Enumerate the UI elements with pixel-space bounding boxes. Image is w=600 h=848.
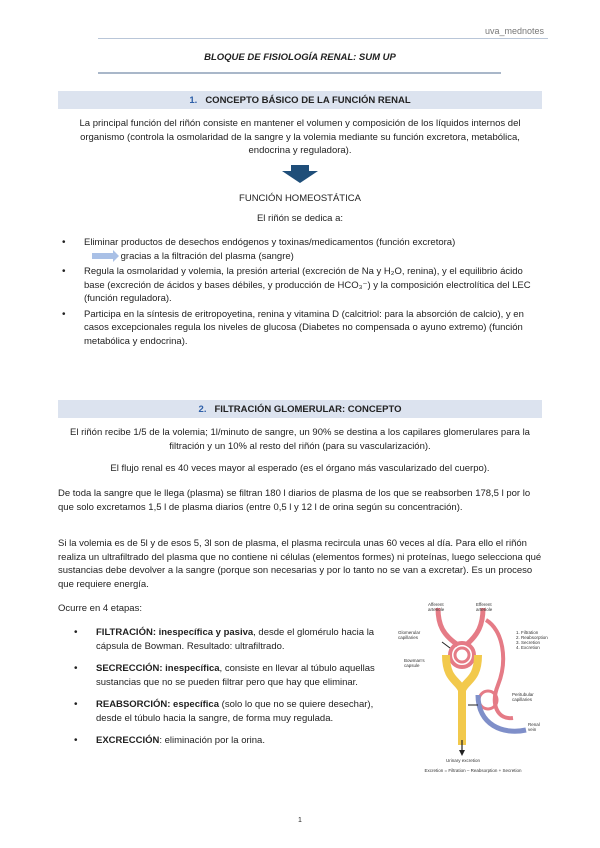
stages-list: [70, 626, 390, 750]
section-1-intro: La principal función del riñón consiste en mantener el volumen y composición de los líquidos internos del organismo (controla la osmolaridad de la sangre y la volemia mediante su función excretora, metabólica, endocrina y reguladora).: [79, 118, 521, 156]
label-efferent: Efferent arteriole: [476, 602, 493, 612]
section-2-p2: El flujo renal es 40 veces mayor al esperado (es el órgano más vascularizado del cuerpo).: [110, 463, 490, 474]
excretion-equation: Excretion = Filtration – Reabsorption + Secretion: [424, 768, 522, 773]
header-note: uva_mednotes: [484, 26, 544, 36]
section-2-number: 2.: [198, 403, 207, 415]
list-item: • SECRECCIÓN: inespecífica, consiste en llevar al túbulo aquellas sustancias que no se pueden filtrar pero que hay que eliminar.: [74, 663, 375, 688]
stage-term: SECRECCIÓN: inespecífica: [96, 663, 220, 674]
section-2-p3: De toda la sangre que le llega (plasma) se filtran 180 l diarios de plasma de los que se reabsorben 178,5 l por lo que solo excretamos 1,5 l de plasma diarios (entre 0,5 l y 12 l de orina según su concentración).: [58, 488, 531, 513]
section-1-title: CONCEPTO BÁSICO DE LA FUNCIÓN RENAL: [205, 94, 411, 106]
figure-legend: [516, 630, 550, 650]
stage-description: , consiste en llevar al túbulo aquellas sustancias que no se pueden filtrar pero que hay que eliminar.: [96, 663, 375, 688]
header-rule: [98, 38, 548, 39]
page-number: 1: [298, 817, 302, 824]
bullet-text: Regula la osmolaridad y volemia, la presión arterial (excreción de Na y H₂O, renina), y el equilibrio ácido base (excreción de ácidos y bases débiles, y producción de HCO₃⁻) y la composición electrolítica del LEC (función reguladora).: [84, 266, 531, 304]
list-item: • Participa en la síntesis de eritropoyetina, renina y vitamina D (calcitriol: para la absorción de calcio), y en casos excepcionales regula los niveles de glucosa (Diabetes no compensada o ayuno extremo) (función metabólica y endocrina).: [62, 308, 524, 347]
section-2-p1: El riñón recibe 1/5 de la volemia; 1l/minuto de sangre, un 90% se destina a los capilares glomerulares para la filtración y un 10% al resto del riñón (para su vascularización).: [70, 427, 530, 452]
right-arrow-icon: [92, 253, 114, 259]
homeostatic-subheading: FUNCIÓN HOMEOSTÁTICA: [239, 193, 361, 204]
stage-description: , desde el glomérulo hacia la cápsula de Bowman. Resultado: ultrafiltrado.: [96, 627, 375, 652]
stages-lead: Ocurre en 4 etapas:: [58, 603, 142, 614]
list-item: • REABSORCIÓN: específica (solo lo que no se quiere desechar), desde el túbulo hacia la sangre, de forma muy regulada.: [74, 699, 374, 724]
stage-term: REABSORCIÓN: específica: [96, 699, 220, 710]
legend-item: 2. Reabsorption: [516, 635, 548, 640]
label-bowman: Bowman's capsule: [404, 658, 425, 668]
bullet-subnote: gracias a la filtración del plasma (sangre): [120, 250, 294, 262]
section-2-heading: [58, 400, 542, 418]
legend-item: 4. Excretion: [516, 645, 540, 650]
homeostatic-lead: El riñón se dedica a:: [256, 213, 344, 224]
stage-term: EXCRECCIÓN: [96, 735, 160, 746]
bullet-text: Participa en la síntesis de eritropoyetina, renina y vitamina D (calcitriol: para la absorción de calcio), y en casos excepcionales regula los niveles de glucosa (Diabetes no compensada o ayuno extremo) (función metabólica y endocrina).: [84, 308, 524, 347]
label-peritubular: Peritubular capillaries: [512, 692, 534, 702]
list-item: • FILTRACIÓN: inespecífica y pasiva, desde el glomérulo hacia la cápsula de Bowman. Resultado: ultrafiltrado.: [74, 627, 375, 652]
label-renal-vein: Renal vein: [528, 722, 540, 732]
section-2-title: FILTRACIÓN GLOMERULAR: CONCEPTO: [214, 403, 402, 415]
stage-description: (solo lo que no se quiere desechar), desde el túbulo hacia la sangre, de forma muy regulada.: [96, 699, 374, 724]
title-rule: [98, 72, 501, 74]
list-item: • Eliminar productos de desechos endógenos y toxinas/medicamentos (función excretora) gracias a la filtración del plasma (sangre): [62, 237, 456, 262]
section-1-heading: [58, 91, 542, 109]
section-2-p4: Si la volemia es de 5l y de esos 5, 3l son de plasma, el plasma recircula unas 60 veces al día. Para ello el riñón realiza un ultrafiltrado del plasma que no contiene ni células (elementos formes) ni proteínas, luego selecciona qué sustancias debe devolver a la sangre (porque son necesarias y por lo tanto no se van a excretar). Es un proceso que requiere energía.: [58, 538, 542, 590]
legend-item: 3. Secretion: [516, 640, 541, 645]
list-item: • EXCRECCIÓN: eliminación por la orina.: [74, 735, 265, 746]
legend-item: 1. Filtration: [516, 630, 539, 635]
label-glomerular: Glomerular capillaries: [398, 630, 421, 640]
nephron-diagram: [398, 600, 548, 760]
label-afferent: Afferent arteriole: [428, 602, 445, 612]
list-item: • Regula la osmolaridad y volemia, la presión arterial (excreción de Na y H₂O, renina), y el equilibrio ácido base (excreción de ácidos y bases débiles, y producción de HCO₃⁻) y la composición electrolítica del LEC (función reguladora).: [62, 266, 531, 304]
section-1-bullets: [58, 236, 542, 350]
stage-term: FILTRACIÓN: inespecífica y pasiva: [96, 627, 254, 638]
section-1-number: 1.: [189, 94, 198, 106]
document-title: BLOQUE DE FISIOLOGÍA RENAL: SUM UP: [204, 52, 396, 63]
bullet-text: Eliminar productos de desechos endógenos y toxinas/medicamentos (función excretora): [84, 237, 456, 248]
stage-description: : eliminación por la orina.: [159, 735, 265, 746]
down-arrow-icon: [282, 165, 318, 183]
label-urinary: Urinary excretion: [445, 758, 480, 763]
nephron-figure: [398, 600, 548, 775]
